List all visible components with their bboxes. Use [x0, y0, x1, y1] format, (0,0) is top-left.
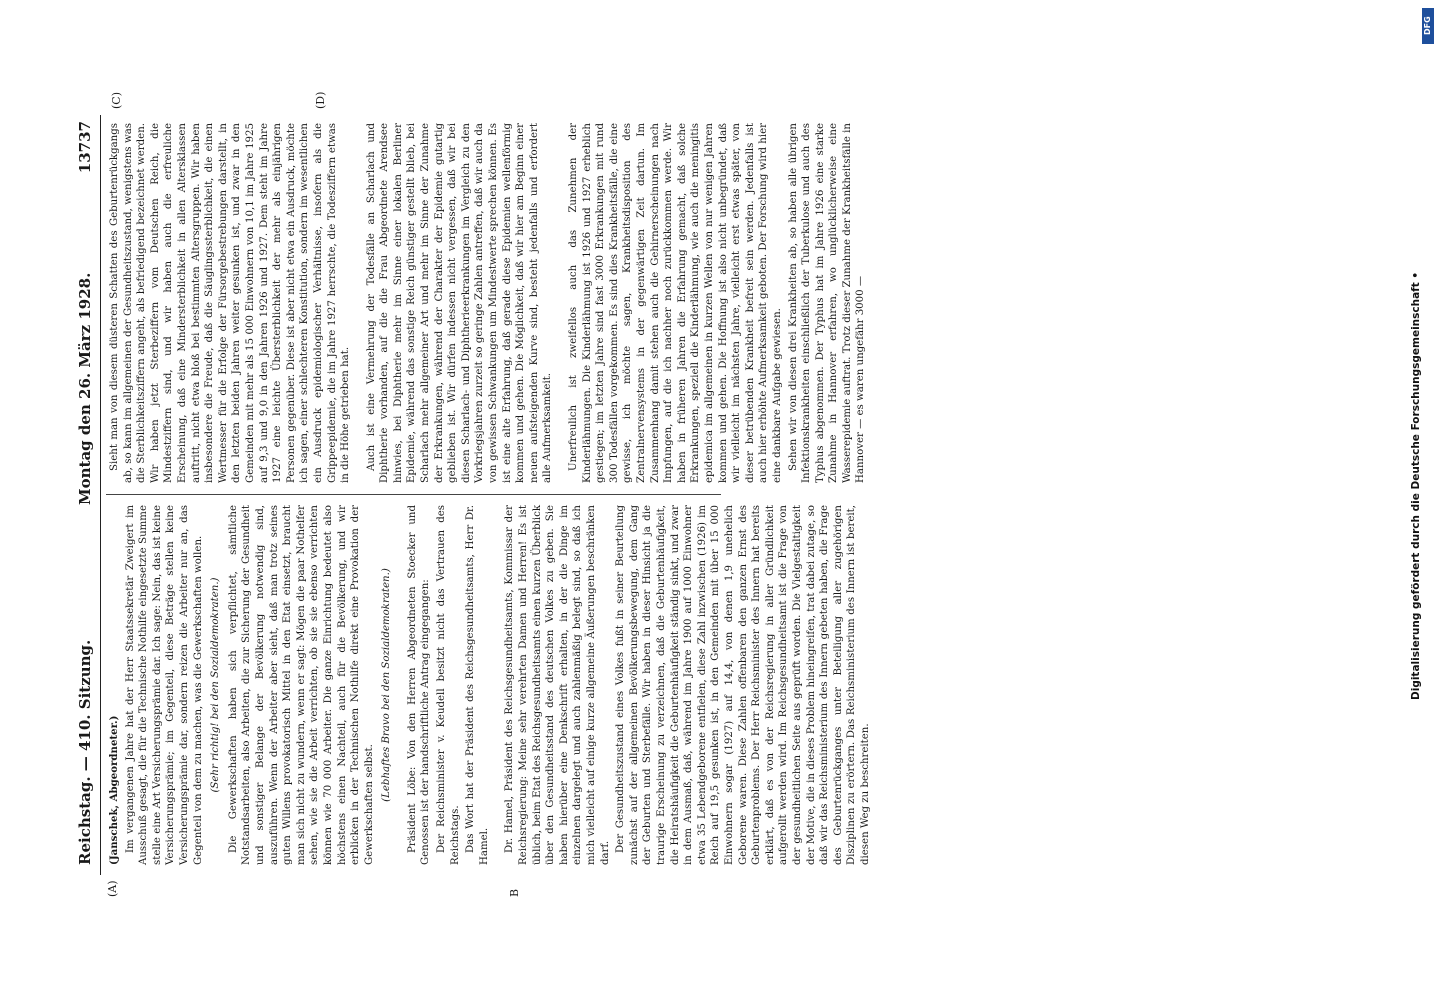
header-left: Reichstag. — 410. Sitzung.: [76, 639, 94, 865]
paragraph: Unerfreulich ist zweifellos auch das Zunehmen der Kinderlähmungen. Die Kinderlähmung ist 1926 und 1927 erheblich gestiegen; im letzten Jahre sind fast 3000 Erkrankungen mit rund 300 Todesfällen vorgekommen. Es sind dies Krankheitsfälle, die eine gewisse, ich möchte sagen, Krankheitsdisposition des Zentralnervensystems in der gegenwärtigen Zeit dartun. Im Zusammenhang damit stehen auch die Gehirnerscheinungen nach Impfungen, auf die ich nachher noch zurückkommen werde. Wir haben in früheren Jahren die Erfahrung gemacht, daß solche Erkrankungen, speziell die Kinderlähmung, wie auch die meningitis epidemica im allgemeinen in kurzen Wellen von nur wenigen Jahren kommen und gehen. Die Hoffnung ist also nicht unbegründet, daß wir vielleicht im nächsten Jahre, vielleicht erst etwas später, von dieser betrübenden Krankheit befreit sein werden. Jedenfalls ist auch hier erhöhte Aufmerksamkeit geboten. Der Forschung wird hier eine dankbare Aufgabe gewiesen.: [568, 123, 783, 483]
paragraph: Auch ist eine Vermehrung der Todesfälle an Scharlach und Diphtherie vorhanden, auf die die Frau Abgeordnete Arendsee hinwies, bei Diphtherie mehr im Sinne einer lokalen Berliner Epidemie, während das sonstige Reich günstiger gestellt blieb, bei Scharlach mehr allgemeiner Art und mehr im Sinne der Zunahme der Erkrankungen, während der Charakter der Epidemie gutartig geblieben ist. Wir dürfen indessen nicht vergessen, daß wir bei diesen Scharlach- und Diphtherieerkrankungen im Vergleich zu den Vorkriegsjahren zurzeit so geringe Zahlen antreffen, daß wir auch da von gewissen Schwankungen um Mindestwerte sprechen können. Es ist eine alte Erfahrung, daß gerade diese Epidemien wellenförmig kommen und gehen. Die Möglichkeit, daß wir hier am Beginn einer neuen aufsteigenden Kurve sind, besteht jedenfalls und erfordert alle Aufmerksamkeit.: [365, 123, 554, 483]
paragraph: Der Gesundheitszustand eines Volkes fußt in seiner Beurteilung zunächst auf der allgemeinen Bevölkerungsbewegung, dem Gang der Geburten und Sterbefälle. Wir haben in dieser Hinsicht ja die traurige Erscheinung zu verzeichnen, daß die Geburtenhäufigkeit, die Heiratshäufigkeit die Geburtenhäufigkeit ständig sinkt, und zwar in dem Ausmaß, daß, während im Jahre 1900 auf 1000 Einwohner etwa 35 Lebendgeborene entfielen, diese Zahl inzwischen (1926) im Reich auf 19,5 gesunken ist, in den Gemeinden mit über 15 000 Einwohnern sogar (1927) auf 14,4, von denen 1,9 unehelich Geborene waren. Diese Zahlen offenbaren den ganzen Ernst des Geburtenproblems. Der Herr Reichsminister des Innern hat bereits erklärt, daß es von der Reichsregierung in aller Gründlichkeit aufgerollt werden wird. Im Reichsgesundheitsamt ist die Frage von der gesundheitlichen Seite aus geprüft worden. Die Vielgestaltigkeit der Motive, die in dieses Problem hineingreifen, trat dabei zutage, so daß wir das Reichsministerium des Innern gebeten haben, die Frage des Geburtenrückganges unter Beteiligung aller zugehörigen Disziplinen zu erörtern. Das Reichsministerium des Innern ist bereit, diesen Weg zu beschreiten.: [615, 505, 871, 865]
credit-text: Digitalisierung gefördert durch die Deutsche Forschungsgemeinschaft •: [1410, 271, 1422, 700]
paragraph: Dr. Hamel, Präsident des Reichsgesundheitsamts, Kommissar der Reichsregierung: Meine sehr verehrten Damen und Herren! Es ist üblich, beim Etat des Reichsgesundheitsamts einen kurzen Überblick über den Gesundheitsstand des deutschen Volkes zu geben. Sie haben hierüber eine Denkschrift erhalten, in der die Dinge im einzelnen dargelegt und auch zahlenmäßig belegt sind, so daß ich mich vielleicht auf einige kurze allgemeine Äußerungen beschränken darf.: [504, 505, 611, 865]
margin-mark-d: (D): [314, 91, 327, 109]
speaker-heading: (Janschek, Abgeordneter.): [108, 715, 120, 865]
paragraph: Die Gewerkschaften haben sich verpflichtet, sämtliche Notstandsarbeiten, also Arbeiten, die zur Sicherung der Gesundheit und sonstiger Belange der Bevölkerung notwendig sind, auszuführen. Wenn der Arbeiter aber sieht, daß man trotz seines guten Willens provokatorisch Mittel in den Etat einsetzt, braucht man sich nicht zu wundern, wenn er sagt: Mögen die paar Nothelfer sehen, wie sie die Arbeit verrichten, ob sie sie ebenso verrichten können wie 70 000 Arbeiter. Die ganze Einrichtung bedeutet also höchstens einen Nachteil, auch für die Bevölkerung, und wir erblicken in der Technischen Nothilfe direkt eine Provokation der Gewerkschaften selbst.: [227, 505, 375, 865]
margin-mark-c: (C): [110, 92, 123, 109]
interjection: (Lebhaftes Bravo bei den Sozialdemokraten.): [381, 568, 393, 802]
margin-mark-b: B: [508, 888, 521, 897]
dfg-logo: DFG: [1422, 8, 1434, 44]
paragraph: Das Wort hat der Präsident des Reichsgesundheitsamts, Herr Dr. Hamel.: [465, 505, 490, 865]
page-header: [70, 115, 101, 875]
paragraph: Präsident Löbe: Von den Herren Abgeordneten Stoecker und Genossen ist der handschriftliche Antrag eingegangen:: [406, 505, 432, 865]
header-date: Montag den 26. März 1928.: [76, 272, 94, 505]
motion-text: Der Reichsminister v. Keudell besitzt nicht das Vertrauen des Reichstags.: [436, 505, 461, 865]
newspaper-page: [70, 91, 871, 897]
page-number: 13737: [76, 121, 94, 174]
paragraph: Sehen wir von diesen drei Krankheiten ab, so haben alle übrigen Infektionskrankheiten einschließlich der Tuberkulose und auch des Typhus abgenommen. Der Typhus hat im Jahre 1926 eine starke Zunahme in Hannover erfahren, wo unglücklicherweise eine Wasserepidemie auftrat. Trotz dieser Zunahme der Krankheitsfälle in Hannover — es waren ungefähr 3000 —: [787, 123, 867, 483]
paragraph: Im vergangenen Jahre hat der Herr Staatssekretär Zweigert im Ausschuß gesagt, die für die Technische Nothilfe eingesetzte Summe stelle eine Art Versicherungsprämie dar. Ich sage: Nein, das ist keine Versicherungsprämie; im Gegenteil, diese Beträge stellen keine Versicherungsprämie dar, sondern reizen die Arbeiter nur an, das Gegenteil von dem zu machen, was die Gewerkschaften wollen.: [124, 505, 204, 865]
interjection: (Sehr richtig! bei den Sozialdemokraten.): [210, 577, 222, 793]
column-divider: [106, 494, 721, 495]
left-column: [108, 505, 874, 865]
right-column: [108, 123, 870, 483]
margin-mark-a: (A): [106, 880, 119, 897]
paragraph: Sieht man von diesem düsteren Schatten des Geburtenrückgangs ab, so kann im allgemeinen der Gesundheitszustand, wenigstens was die Sterblichkeitsziffern angeht, als befriedigend bezeichnet werden. Wir haben jetzt Sterbeziffern vom Deutschen Reich, die Mindestziffern sind, und wir haben auch die erfreuliche Erscheinung, daß eine Mindersterblichkeit in allen Altersklassen auftritt, nicht etwa bloß bei bestimmten Altersgruppen. Wir haben insbesondere die Freude, daß die Säuglingssterblichkeit, die einen Wertmesser für die Erfolge der Fürsorgebestrebungen darstellt, in den letzten beiden Jahren weiter gesunken ist, und zwar in den Gemeinden mit mehr als 15 000 Einwohnern von 10,1 im Jahre 1925 auf 9,3 und 9,0 in den Jahren 1926 und 1927. Dem steht im Jahre 1927 eine leichte Übersterblichkeit der mehr als einjährigen Personen gegenüber. Diese ist aber nicht etwa ein Ausdruck, möchte ich sagen, einer schlechteren Konstitution, sondern im wesentlichen ein Ausdruck epidemiologischer Verhältnisse, insofern als die Grippeepidemie, die im Jahre 1927 herrschte, die Todesziffern etwas in die Höhe getrieben hat.: [109, 123, 352, 483]
